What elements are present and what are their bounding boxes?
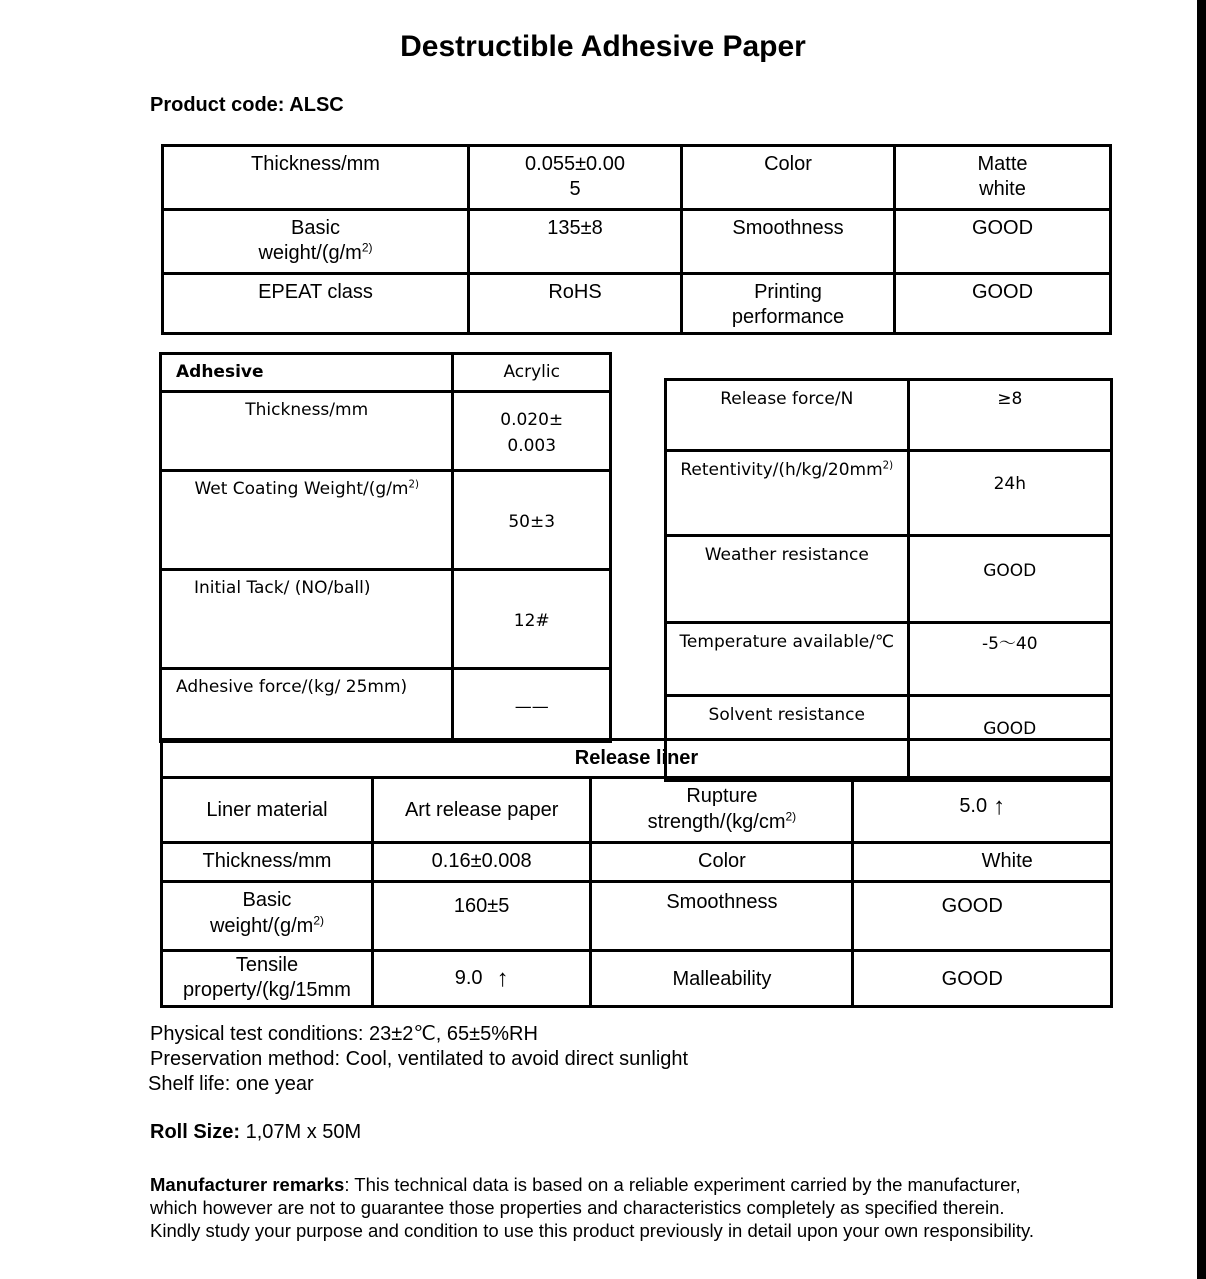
liner-value: 0.16±0.008 xyxy=(372,843,590,882)
adhesive-value: 50±3 xyxy=(453,471,611,570)
table-row xyxy=(162,951,1112,1007)
up-arrow-icon: ↑ xyxy=(496,965,509,992)
spec-value: Matte white xyxy=(895,146,1111,210)
remarks-label: Manufacturer remarks xyxy=(150,1174,345,1195)
property-label: Temperature available/℃ xyxy=(666,623,909,696)
table-row xyxy=(666,451,1112,536)
spec-label: Basic weight/($g/m^{2)}$ xyxy=(163,210,469,274)
table-row xyxy=(666,380,1112,451)
adhesive-label: Adhesive force/(kg/ 25mm) xyxy=(161,669,453,742)
adhesive-label: Initial Tack/ (NO/ball) xyxy=(161,570,453,669)
liner-value: GOOD xyxy=(853,882,1112,951)
liner-label: Malleability xyxy=(591,951,853,1007)
release-liner-title: Release liner xyxy=(162,740,1112,778)
spec-label: Thickness/mm xyxy=(163,146,469,210)
property-label: Release force/N xyxy=(666,380,909,451)
spec-label: Color xyxy=(682,146,895,210)
table-row xyxy=(162,882,1112,951)
liner-label: Liner material xyxy=(162,778,373,843)
page-edge-bar xyxy=(1197,0,1206,1279)
liner-label: Rupture strength/($kg/cm^{2)}$ xyxy=(591,778,853,843)
manufacturer-remarks xyxy=(150,1173,1060,1242)
roll-size xyxy=(150,1121,361,1144)
adhesive-header-value: Acrylic xyxy=(453,354,611,392)
table-row xyxy=(163,210,1111,274)
liner-value: 5.0 ↑ xyxy=(853,778,1112,843)
liner-value: 9.0 ↑ xyxy=(372,951,590,1007)
liner-value: Art release paper xyxy=(372,778,590,843)
table-row xyxy=(666,623,1112,696)
paper-specs-table xyxy=(161,144,1112,335)
adhesive-header-label: Adhesive xyxy=(161,354,453,392)
table-row xyxy=(162,778,1112,843)
property-value: -5～40 xyxy=(908,623,1111,696)
spec-value: GOOD xyxy=(895,274,1111,334)
spec-value: GOOD xyxy=(895,210,1111,274)
remarks-text: : This technical data is based on a reliable experiment carried by the manufacturer, which however are not to guarantee those properties and characteristics completely as specified therein. Kindly study your purpose and condition to use this product previously in detail upon your own responsibility. xyxy=(150,1174,1035,1241)
liner-value: GOOD xyxy=(853,951,1112,1007)
property-label: Weather resistance xyxy=(666,536,909,623)
up-arrow-icon: ↑ xyxy=(993,793,1006,820)
spec-value: 0.055±0.00 5 xyxy=(469,146,682,210)
liner-label: Color xyxy=(591,843,853,882)
spec-value: RoHS xyxy=(469,274,682,334)
adhesive-label: Wet Coating Weight/($g/m^{2)}$ xyxy=(161,471,453,570)
product-code-value: ALSC xyxy=(289,94,344,116)
table-row xyxy=(163,146,1111,210)
spec-label: Printing performance xyxy=(682,274,895,334)
table-row xyxy=(666,536,1112,623)
product-code xyxy=(150,94,344,117)
table-row xyxy=(162,843,1112,882)
liner-label: Basic weight/($g/m^{2)}$ xyxy=(162,882,373,951)
property-label: Retentivity/($h/kg/20mm^{2)}$ xyxy=(666,451,909,536)
table-header-row xyxy=(161,354,611,392)
shelf-life: Shelf life: one year xyxy=(148,1073,314,1095)
spec-value: 135±8 xyxy=(469,210,682,274)
spec-label: Smoothness xyxy=(682,210,895,274)
liner-value: White xyxy=(853,843,1112,882)
adhesive-value: 12# xyxy=(453,570,611,669)
product-code-label: Product code: xyxy=(150,94,285,116)
liner-value: 160±5 xyxy=(372,882,590,951)
adhesive-label: Thickness/mm xyxy=(161,392,453,471)
release-liner-table xyxy=(160,738,1113,1008)
table-row xyxy=(161,392,611,471)
test-conditions: Physical test conditions: 23±2℃, 65±5%RH xyxy=(150,1023,538,1045)
roll-size-label: Roll Size: xyxy=(150,1121,241,1143)
table-row xyxy=(161,570,611,669)
property-value: ≥8 xyxy=(908,380,1111,451)
liner-label: Smoothness xyxy=(591,882,853,951)
table-row xyxy=(161,669,611,742)
document-title: Destructible Adhesive Paper xyxy=(400,30,806,63)
preservation-method: Preservation method: Cool, ventilated to avoid direct sunlight xyxy=(150,1048,689,1070)
spec-label: EPEAT class xyxy=(163,274,469,334)
adhesive-value: 0.020± 0.003 xyxy=(453,392,611,471)
property-value: GOOD xyxy=(908,696,1111,781)
table-header-row xyxy=(162,740,1112,778)
liner-label: Tensile property/(kg/15mm xyxy=(162,951,373,1007)
property-value: 24h xyxy=(908,451,1111,536)
property-label: Solvent resistance xyxy=(666,696,909,781)
property-value: GOOD xyxy=(908,536,1111,623)
release-properties-table xyxy=(664,378,1113,782)
table-row xyxy=(161,471,611,570)
test-notes xyxy=(150,1022,688,1097)
adhesive-value: —— xyxy=(453,669,611,742)
liner-label: Thickness/mm xyxy=(162,843,373,882)
adhesive-table xyxy=(159,352,612,743)
table-row xyxy=(163,274,1111,334)
roll-size-value: 1,07M x 50M xyxy=(240,1121,362,1143)
